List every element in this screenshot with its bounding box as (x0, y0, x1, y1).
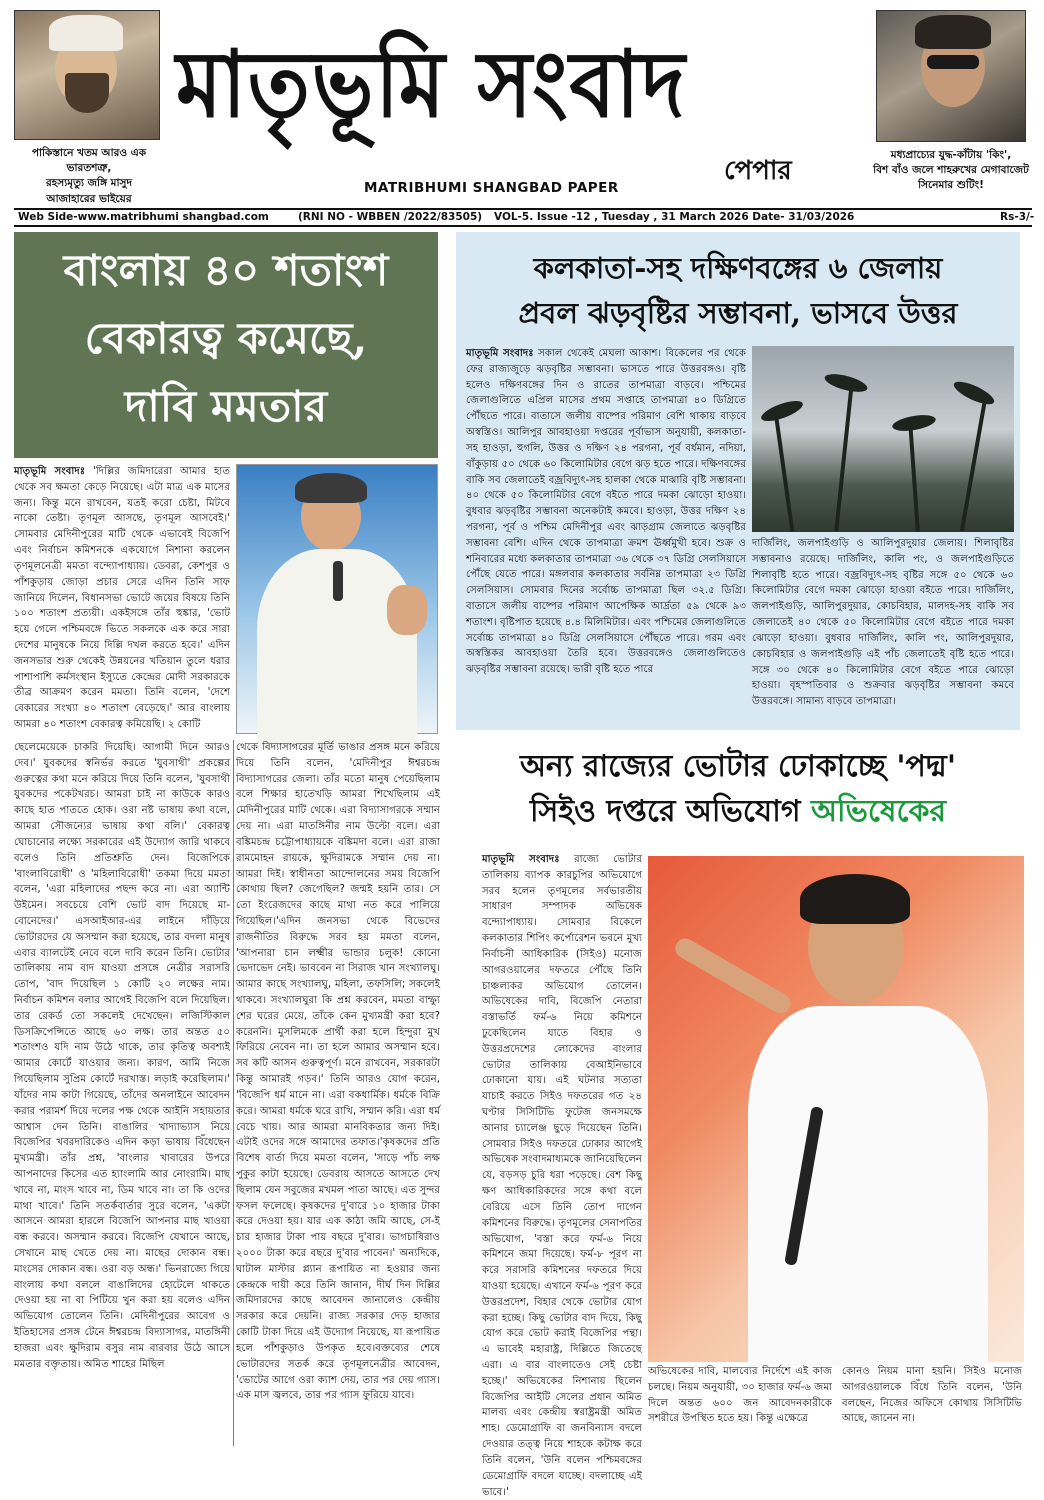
website-text: Web Side-www.matribhumi shangbad.com (18, 211, 269, 223)
shahrukh-photo (876, 10, 1026, 142)
abhishek-caption-col1: অভিষেকের দাবি, মালব্যের নির্দেশে এই কাজ চলছে। নিয়ম অনুযায়ী, ৩০ হাজার ফর্ম-৬ জমা দিলে অন্তত ৬০০ জন আবেদনকারীকে সশরীরে উপস্থিত হতে হয়। কিন্তু এক্ষেত্রে (648, 1366, 832, 1425)
abhishek-headline: অন্য রাজ্যের ভোটার ঢোকাচ্ছে 'পদ্ম' সিইও দপ্তরে অভিযোগ অভিষেকের (519, 749, 957, 829)
edition-info-bar (14, 208, 1035, 227)
storm-photo (752, 346, 1014, 532)
column-divider (233, 740, 234, 1446)
masthead (0, 0, 1044, 208)
rni-number: (RNI NO - WBBEN /2022/83505) (298, 211, 483, 223)
newspaper-title: মাতৃভূমি সংবাদ (176, 30, 687, 138)
mamata-col2-text: থেকে বিদ্যাসাগরের মূর্তি ভাঙার প্রসঙ্গ মনে করিয়ে দিয়ে তিনি বলেন, 'মেদিনীপুর ঈশ্বরচন্দ্র বিদ্যাসাগরের জেলা। তাঁর মতো মানুষ পেয়েছিলাম বলে শিক্ষার হাতেখড়ি আমরা শিখেছিলাম এই মেদিনীপুরের মাটি থেকে। এরা বিদ্যাসাগরকে সম্মান দেয় না। এরা মাতঙ্গিনীর নাম উল্টো বলে। এরা বঙ্কিমচন্দ্র চট্টোপাধ্যায়কে বঙ্কিমদা বলে। এরা রাজা রামমোহন রায়কে, ক্ষুদিরামকে সম্মান দেয় না। আমরা দিই। স্বাধীনতা আন্দোলনের সময় বিজেপি কোথায় ছিল? জেগেছিল? জন্মই হয়নি তার। সে তো ইংরেজদের কাছে মাথা নত করে পালিয়ে গিয়েছিল।'এদিন জনসভা থেকে বিভেদের রাজনীতির বিরুদ্ধে সরব হয় মমতা বলেন, 'আপনারা চান লক্ষ্মীর ভান্ডার চলুক! কোনো ভেদাভেদ নেই। ভাববেন না সিরাজ খান সংখ্যালঘু। আমার কাছে সংখ্যালঘু, মহিলা, তফসিলি; সকলেই থাকবে। সংখ্যালঘুরা কি প্রশ্ন করবেন, মমতা বাম্ফ্যু শের ঘরের মেয়ে, তাঁকে কেন মুখ্যমন্ত্রী করা হবে? করেননি। মুসলিমকে প্রার্থী করা হলে হিন্দুরা মুখ ফিরিয়ে নেবেন না। তা হলে আমার অসম্মান হবে। সব কটি আসন গুরুত্বপূর্ণ। মনে রাখবেন, সরকারটা কিন্তু আমারই গড়ব।' তিনি আরও যোগ করেন, 'বিজেপি ধর্ম মানে না। এরা বকধার্মিক। ধর্মকে বিক্রি করে। আমরা ধর্মকে ঘরে রাখি, সম্মান করি। এরা ধর্ম বেচে খায়। আর আমরা মানবিকতার জন্য দিই। এটাই ওদের সঙ্গে আমাদের তফাত।'কৃষকদের প্রতি বিশেষ বার্তা দিয়ে মমতা বলেন, 'সাড়ে পাঁচ লক্ষ পুকুর কাটা হয়েছে। ডেবরায় আসতে আসতে দেখ ছিলাম যেন সবুজের মখমল পাতা আছে। এত সুন্দর ফসল ফলেছে। কৃষকদের দু'বারে ১০ হাজার টাকা করে দেওয়া হয়। যার এক কাঠা জমি আছে, সে-ই চার হাজার টাকা পায় বছরে দু'বার। ভাগচাষিরাও ২০০০ টাকা করে বছরে দু'বার পাবেন।' অন্যদিকে, ঘাটাল মাস্টার প্ল্যান রূপায়িত না হওয়ার জন্য কেন্দ্রকে দায়ী করে তিনি জানান, দীর্ঘ দিন দিল্লির জমিদারদের কাছে আবেদন জানালেও কেন্দ্রীয় সরকার করে দেয়নি। রাজ্য সরকার দেড় হাজার কোটি টাকা দিয়ে এই উদ্যোগ নিয়েছে, যা রূপায়িত হলে পাঁশকুড়াও উপকৃত হবে।বক্তব্যের শেষে ভোটারদের সতর্ক করে তৃণমূলনেত্রীর আবেদন, 'ভোটের আগে ওরা ক্যাশ দেয়, তার পর দেয় গ্যাস। এক মাস জ্বলবে, তার পর গ্যাস ফুরিয়ে যাবে। (236, 742, 440, 1402)
price: Rs-3/- (1000, 211, 1035, 223)
left-photo-caption: পাকিস্তানে খতম আরও এক ভারতশত্রু, রহস্যমৃত্যু জঙ্গি মাসুদ আজাহারের ভাইয়ের (31, 147, 147, 205)
right-photo-caption: মধ্যপ্রাচ্যের যুদ্ধ-কাঁটায় 'কিং', বিশ বাঁও জলে শাহরুখের মেগাবাজেট সিনেমার শুটিং! (873, 149, 1029, 192)
abhishek-photo (648, 856, 1024, 1362)
masood-photo (14, 10, 160, 140)
newspaper-title-english: MATRIBHUMI SHANGBAD PAPER (364, 180, 619, 196)
abhishek-col1-text: মাতৃভূমি সংবাদঃ রাজ্যে ভোটার তালিকায় ব্যাপক কারচুপির অভিযোগে সরব হলেন তৃণমূলের সর্বভারতীয় সাধারণ সম্পাদক অভিষেক বন্দ্যোপাধ্যায়। সোমবার বিকেলে কলকাতার শিপিং কর্পোরেশন ভবনে মুখ্য নির্বাচনী আধিকারিক (সিইও) মনোজ আগরওয়ালের দফতরে পৌঁছে তিনি চাঞ্চল্যকর অভিযোগ তোলেন। অভিষেকের দাবি, বিজেপি নেতারা বস্তাভর্তি ফর্ম-৬ নিয়ে কমিশনে ঢুকেছিলেন যাতে বিহার ও উত্তরপ্রদেশের লোকেদের বাংলার ভোটার তালিকায় বেআইনিভাবে ঢোকানো যায়। এই ঘটনার সত্যতা যাচাই করতে সিইও দফতরের গত ২৪ ঘণ্টার সিসিটিভি ফুটেজ জনসমক্ষে আনার চ্যালেঞ্জ ছুড়ে দিয়েছেন তিনি। সোমবার সিইও দফতরে ঢোকার আগেই অভিষেক সংবাদমাধ্যমকে জানিয়েছিলেন যে, বড়সড় চুরি ধরা পড়েছে। বেশ কিছু ক্ষণ আধিকারিকদের সঙ্গে কথা বলে বেরিয়ে এসে তিনি তোপ দাগেন কমিশনের বিরুদ্ধে। তৃণমূলের সেনাপতির অভিযোগ, 'বস্তা করে ফর্ম-৬ নিয়ে কমিশনে জমা দিয়েছে। ফর্ম-৮ পূরণ না করে সরাসরি কমিশনের দফতরে দিয়ে যাওয়া হয়েছে। এখানে ফর্ম-৬ পূরণ করে উত্তরপ্রদেশ, বিহার থেকে ভোটার যোগ করা হচ্ছে। কিছু ভোটার বাদ দিয়ে, কিছু যোগ করে ভোট করাই বিজেপির পন্থা। এ ভাবেই মহারাষ্ট্র, দিল্লিতে জিতেছে এরা। এ বার বাংলাতেও সেই চেষ্টা হচ্ছে।' অভিষেকের নিশানায় ছিলেন বিজেপির আইটি সেলের প্রধান অমিত মালব্য এবং কেন্দ্রীয় স্বরাষ্ট্রমন্ত্রী অমিত শাহ। ডেমোগ্রাফি বা জনবিন্যাস বদলে দেওয়ার তত্ত্ব নিয়ে শাহকে কটাক্ষ করে তিনি বলেন, 'উনি বলেন পশ্চিমবঙ্গের ডেমোগ্রাফি বদলে যাচ্ছে। বদলাচ্ছে এই ভাবে।' (482, 854, 642, 1498)
mamata-headline: বাংলায় ৪০ শতাংশ বেকারত্ব কমেছে, দাবি মমতার (14, 232, 438, 458)
mamata-lead-text: মাতৃভূমি সংবাদঃ 'দিল্লির জমিদারেরা আমার হাত থেকে সব ক্ষমতা কেড়ে নিয়েছে। এটা মাত্র এক মাসের জন্য। কিন্তু মনে রাখবেন, যতই করো চেষ্টা, মিটবে নাকো তেষ্টা। তৃণমূল আসছে, তৃণমূল আসবেই।' সোমবার মেদিনীপুরের মাটি থেকে এভাবেই বিজেপি এবং নির্বাচন কমিশনকে একযোগে নিশানা করলেন তৃণমূলনেত্রী মমতা বন্দ্যোপাধ্যায়। ডেবরা, কেশপুর ও পাঁশকুড়ায় জোড়া প্রচার সেরে এদিন তিনি সাফ জানিয়ে দিলেন, বিধানসভা ভোটে জয়ের বিষয়ে তিনি ১০০ শতাংশ প্রত্যয়ী। একইসঙ্গে তাঁর হুঙ্কার, 'ভোট হয়ে গেলে পশ্চিমবঙ্গে ভিতে সকলকে এক করে সারা দেশের মানুষকে নিয়ে দিল্লি দখল করতে হবে।' এদিন জনসভার শুরু থেকেই উন্নয়নের খতিয়ান তুলে ধরার পাশাপাশি কর্মসংস্থান ইস্যুতে কেন্দ্রের মোদী সরকারকে তীব্র আক্রমণ করেন মমতা। তিনি বলেন, 'দেশে বেকারের সংখ্যা ৪০ শতাংশ বেড়েছে।' আর বাংলায় আমরা ৪০ শতাংশ বেকারত্ব কমিয়েছি। ২ কোটি (14, 466, 230, 730)
abhishek-caption-col2: কোনও নিয়ম মানা হয়নি। সিইও মনোজ আগরওয়ালকে বিঁধে তিনি বলেন, 'উনি বলছেন, নিজের অফিসে কোথায় সিসিটিভি আছে, জানেন না। (842, 1366, 1022, 1425)
weather-col2-text: দার্জিলিং, জলপাইগুড়ি ও আলিপুরদুয়ার জেলায়। শিলাবৃষ্টির সম্ভাবনাও রয়েছে। দার্জিলিং, কালি পং, ও জলপাইগুড়িতে শিলাবৃষ্টি হতে পারে। বজ্রবিদ্যুৎ-সহ বৃষ্টির সঙ্গে ৫০ থেকে ৬০ কিলোমিটার বেগে দমকা ঝোড়ো হাওয়া বইতে পারে। দার্জিলিং, জলপাইগুড়ি, আলিপুরদুয়ার, কোচবিহার, মালদহ-সহ বাকি সব জেলাতেই ৪০ থেকে ৫০ কিলোমিটার বেগে বইতে পারে দমকা ঝোড়ো হাওয়া। বুধবার দার্জিলিং, কালি পং, আলিপুরদুয়ার, কোচবিহার ও জলপাইগুড়ি এই পাঁচ জেলাতেই বৃষ্টি হতে পারে। সঙ্গে ৩০ থেকে ৪০ কিলোমিটার বেগে বইতে পারে ঝোড়ো হাওয়া। বৃহস্পতিবার ও শুক্রবার ঝড়বৃষ্টির সম্ভাবনা কমবে উত্তরবঙ্গে। সামান্য বাড়বে তাপমাত্রা। (752, 538, 1014, 708)
weather-col1-text: মাতৃভূমি সংবাদঃ সকাল থেকেই মেঘলা আকাশ। বিকেলের পর থেকে ফের রাজ্যজুড়ে ঝড়বৃষ্টির সম্ভাবনা। ভাসতে পারে উত্তরবঙ্গও। বৃষ্টি হলেও দক্ষিণবঙ্গের দিন ও রাতের তাপমাত্রা বাড়বে। পশ্চিমের জেলাগুলিতে এপ্রিল মাসের প্রথম সপ্তাহে তাপমাত্রা ৪০ ডিগ্রিতে পৌঁছতে পারে। বাতাসে জলীয় বাষ্পের পরিমাণ বেশি থাকায় বাড়বে অস্বস্তিও। আলিপুর আবহাওয়া দপ্তরের পূর্বাভাস অনুযায়ী, কলকাতা-সহ হাওড়া, হুগলি, উত্তর ও দক্ষিণ ২৪ পরগনা, পূর্ব বর্ধমান, নদিয়া, বাঁকুড়ায় ৫০ থেকে ৬০ কিলোমিটার বেগে ঝড় হতে পারে। দক্ষিণবঙ্গের বাকি সব জেলাতেই বজ্রবিদ্যুৎ-সহ হালকা থেকে মাঝারি বৃষ্টি সম্ভাবনা। ৪০ থেকে ৫০ কিলোমিটার বেগে বইতে পারে দমকা ঝোড়ো হাওয়া। বুধবার ঝড়বৃষ্টির সম্ভাবনা অনেকটাই কমবে। হাওড়া, উত্তর দক্ষিণ ২৪ পরগনা, পূর্ব ও পশ্চিম মেদিনীপুর এবং ঝাড়গ্রাম জেলাতে ঝড়বৃষ্টির সম্ভাবনা বেশি। এদিন থেকে তাপমাত্রা ক্রমশ ঊর্ধ্বমুখী হবে। শুক্র ও শনিবারের মধ্যে কলকাতার তাপমাত্রা ৩৬ থেকে ৩৭ ডিগ্রি সেলসিয়াসে পৌঁছে যেতে পারে। মঙ্গলবার কলকাতার সর্বনিম্ন তাপমাত্রা ২৩ ডিগ্রি সেলসিয়াস। সোমবার দিনের সর্বোচ্চ তাপমাত্রা ছিল ৩২.৫ ডিগ্রি। বাতাসে জলীয় বাষ্পের পরিমাণ আপেক্ষিক আর্দ্রতা ৫৯ থেকে ৯৩ শতাংশ। বৃষ্টিপাত হয়েছে ৪.৪ মিলিমিটার। এবং পশ্চিমের জেলাগুলিতে সর্বোচ্চ তাপমাত্রা ৪০ ডিগ্রি সেলসিয়াসে পৌঁছতে পারে। গরম এবং অস্বস্তিকর আবহাওয়া তৈরি হবে। উত্তরবঙ্গেও জেলাগুলিতেও ঝড়বৃষ্টির সম্ভাবনা রয়েছে। ভারী বৃষ্টি হতে পারে (466, 348, 746, 676)
issue-date: VOL-5. Issue -12 , Tuesday , 31 March 2026 Date- 31/03/2026 (494, 211, 855, 223)
mamata-col1-text: ছেলেমেয়েকে চাকরি দিয়েছি। আগামী দিনে আরও দেব।' যুবকদের স্বনির্ভর করতে 'যুবসাথী' প্রকল্পের গুরুত্বের কথা মনে করিয়ে দিয়ে তিনি বলেন, 'যুবসাথী যুবকদের পকেটখরচ। আমরা চাই না কাউকে কারও কাছে হাত পাততে হোক। ওরা নষ্ট ভাষায় কথা বলে, আমরা সৌজন্যের ভাষায় কথা বলি।' বেকারত্ব ঘোচানোর লক্ষ্যে সরকারের এই উদ্যোগ জারি থাকবে বলেও তিনি প্রতিশ্রুতি দেন। বিজেপিকে 'বাংলাবিরোধী' ও 'মহিলাবিরোধী' তকমা দিয়ে মমতা বলেন, 'এরা মহিলাদের পছন্দ করে না। এরা অ্যান্টি উইমেন। সবচেয়ে বেশি ভোট বাদ দিয়েছে মা-বোনেদের।' এসআইআর-এর লাইনে দাঁড়িয়ে ভোটারদের যে অসম্মান করা হয়েছে, তার বদলা মানুষ এবার ব্যালটেই নেবে বলে দাবি করেন তিনি। ভোটার তালিকায় নাম বাদ যাওয়া প্রসঙ্গে নেত্রীর সরাসরি তোপ, 'বাদ দিয়েছিল ১ কোটি ২০ লক্ষের নাম। নির্বাচন কমিশন বলার আগেই বিজেপি বলে দিয়েছিল। তার রেকর্ড তো সকলেই দেখেছেন। লজিস্টিকাল ডিসক্রিপেন্সিতে আছে ৬০ লক্ষ। তার অন্তত ৫০ শতাংশও যদি নাম উঠে থাকে, তার কৃতিত্ব অবশ্যই আমার কোর্টে যাওয়ার জন্য। কারণ, আমি নিজে গিয়েছিলাম সুপ্রিম কোর্টে দরখাস্ত। লড়াই করেছিলাম।' যাঁদের নাম কাটা গিয়েছে, তাঁদের অনলাইনে আবেদন করার পরামর্শ দিয়ে দলের পক্ষ থেকে আইনি সহায়তার আশ্বাস দেন তিনি। বাঙালির খাদ্যাভ্যাস নিয়ে বিজেপির খবরদারিকেও এদিন কড়া ভাষায় বিঁধেছেন মুখ্যমন্ত্রী। তাঁর প্রশ্ন, 'বাংলার খাবারের উপরে আপনাদের কিসের এত হ্যাংলামি আর নোংরামি। মাছ খাবে না, মাংস খাবে না, ডিম খাবে না। তা কি ওদের মাথা খাবে।' তিনি সতর্কবার্তার সুরে বলেন, 'একটা আসনে আমরা হারলে বিজেপি আপনার মাছ খাওয়া বন্ধ করবে। অসম্মান করবে। বিজেপি যেখানে আছে, সেখানে মাছ খেতে দেয় না। মাছের দোকান বন্ধ। মাংসের দোকান বন্ধ। ওরা বড় অন্ধ।' ভিনরাজ্যে গিয়ে বাংলায় কথা বললে বাঙালিদের হোটেলে থাকতে দেওয়া হয় না বা পিটিয়ে খুন করা হয় বলেও এদিন অভিযোগ তোলেন তিনি। মেদিনীপুরের আবেগ ও ইতিহাসের প্রসঙ্গ টেনে ঈশ্বরচন্দ্র বিদ্যাসাগর, মাতঙ্গিনী হাজরা এবং ক্ষুদিরাম বসুর নাম বারবার উঠে আসে মমতার বক্তৃতায়। অমিত শাহের মিছিল (14, 742, 230, 1370)
weather-headline: কলকাতা-সহ দক্ষিণবঙ্গের ৬ জেলায় প্রবল ঝড়বৃষ্টির সম্ভাবনা, ভাসবে উত্তর (518, 251, 958, 330)
newspaper-title-paper: পেপার (724, 156, 792, 186)
mamata-photo (236, 464, 438, 734)
